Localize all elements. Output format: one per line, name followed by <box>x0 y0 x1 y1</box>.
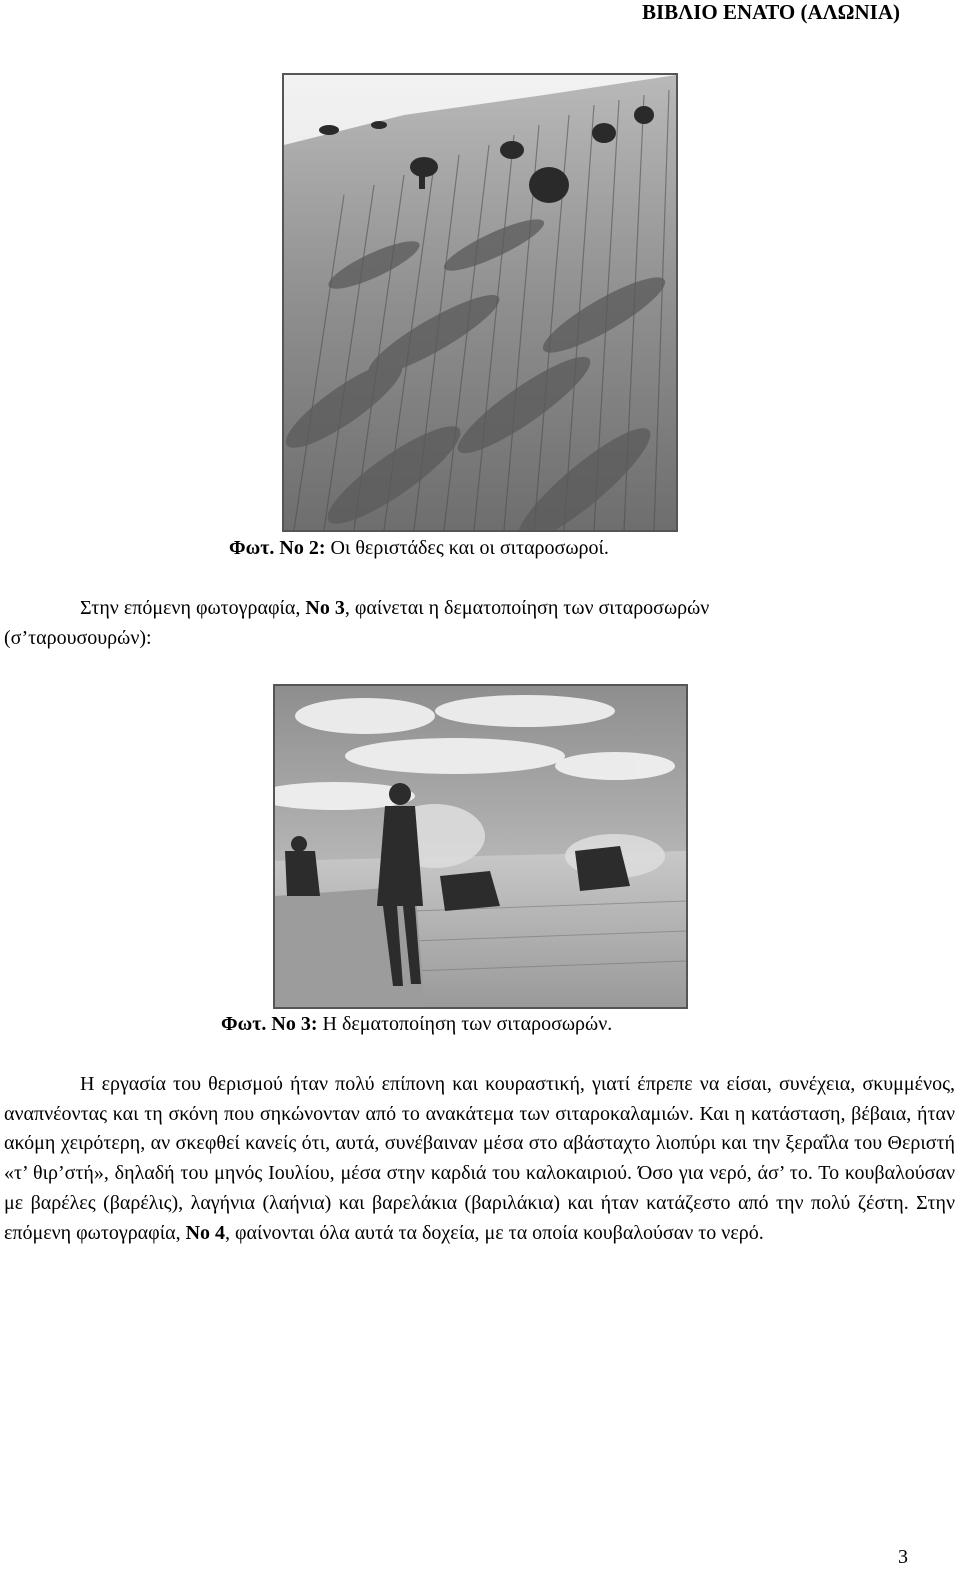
photo-harvesters-caption <box>229 536 609 560</box>
body-text-main: Η εργασία του θερισμού ήταν πολύ επίπονη και κουραστική, γιατί έπρεπε να είσαι, συνέχεια, σκυμμένος, αναπνέοντας και τη σκόνη που σηκώνονταν από το ανακάτεμα των σιταροκαλαμιών. Και η κατάσταση, βέβαια, ήταν ακόμη χειρότερη, αν σκεφθεί κανείς ότι, αυτά, συνέβαιναν μέσα στο αβάσταχτο λιοπύρι και την ξεραΐλα του Θεριστή «τ’ θιρ’στή», δηλαδή του μηνός Ιουλίου, μέσα στην καρδιά του καλοκαιριού. Όσο για νερό, άσ’ το. Το κουβαλούσαν με βαρέλες (βαρέλις), λαγήνια (λαήνια) και βαρελάκια (βαριλάκια) και ήταν κατάζεστο από την πολύ ζέστη. Στην επόμενη φωτογραφία, <box>4 1073 955 1244</box>
page-number: 3 <box>898 1546 908 1568</box>
body-paragraph <box>4 1070 955 1248</box>
intro-line-1 <box>4 594 955 624</box>
body-photo-ref: Νο 4 <box>185 1221 226 1244</box>
photo-harvesters-image <box>284 75 676 530</box>
body-text <box>4 1070 955 1248</box>
caption-text: Οι θεριστάδες και οι σιταροσωροί. <box>325 537 609 559</box>
photo-harvesters <box>282 73 678 532</box>
body-text-end: , φαίνονται όλα αυτά τα δοχεία, με τα οποία κουβαλούσαν το νερό. <box>225 1221 764 1244</box>
intro-line-2: (σ’ταρουσουρών): <box>4 626 152 649</box>
caption-label: Φωτ. Νο 2: <box>229 537 326 559</box>
intro-paragraph <box>4 594 955 653</box>
photo-sheaf-binding-caption <box>221 1012 612 1036</box>
page-header: ΒΙΒΛΙΟ ΕΝΑΤΟ (ΑΛΩΝΙΑ) <box>641 0 900 24</box>
intro-photo-ref: Νο 3 <box>305 597 345 619</box>
caption-text: Η δεματοποίηση των σιταροσωρών. <box>317 1013 613 1035</box>
photo-sheaf-binding <box>273 684 688 1009</box>
photo-sheaf-binding-image <box>275 686 686 1007</box>
intro-text-end: , φαίνεται η δεματοποίηση των σιταροσωρών <box>344 597 710 619</box>
caption-label: Φωτ. Νο 3: <box>221 1013 318 1035</box>
intro-text: Στην επόμενη φωτογραφία, <box>80 597 306 619</box>
